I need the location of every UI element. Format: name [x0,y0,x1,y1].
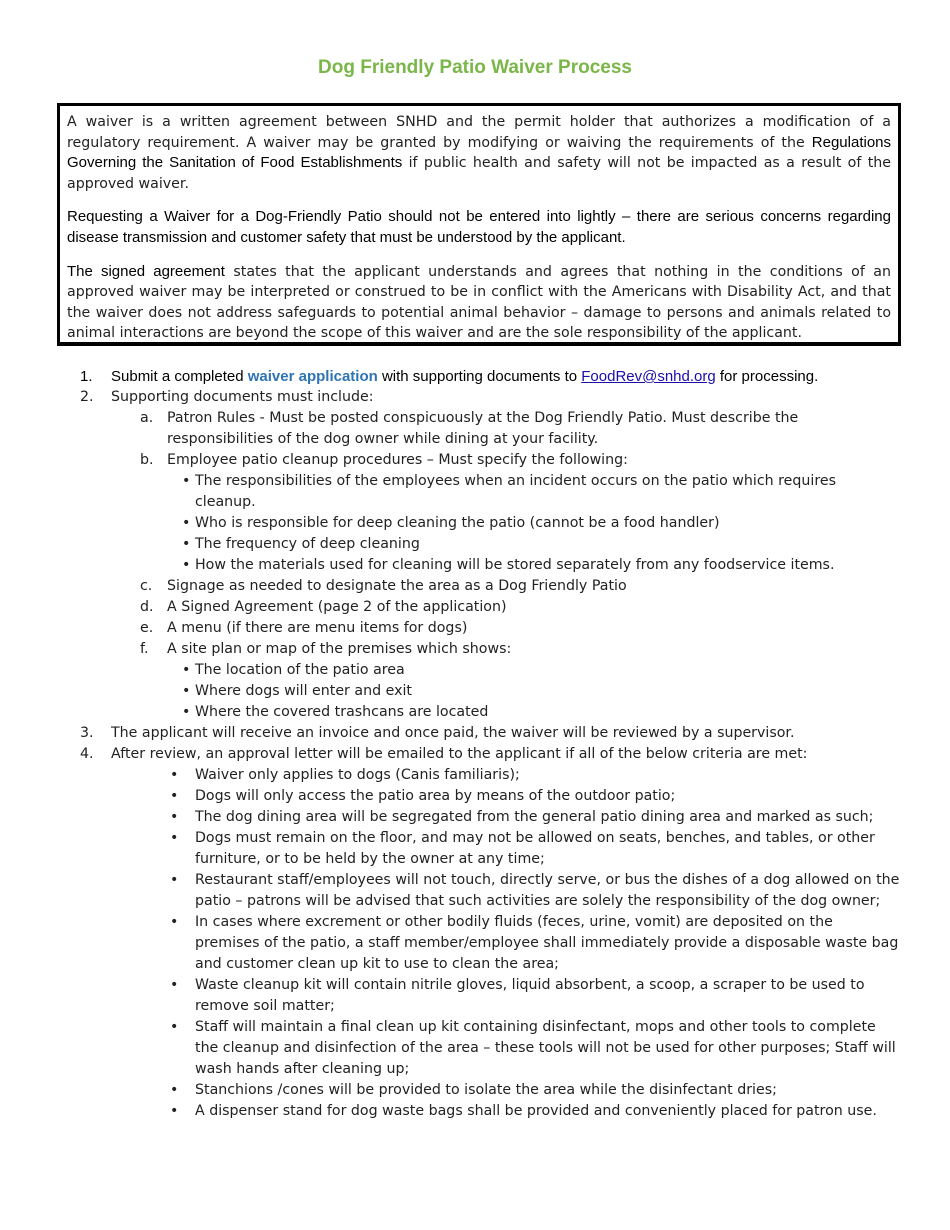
bullet-text: Who is responsible for deep cleaning the patio (cannot be a food handler) [195,515,720,531]
criteria-text: In cases where excrement or other bodily fluids (feces, urine, vomit) are deposited on the premises of the patio, a staff member/employee shall immediately provide a disposable waste bag and customer clean up kit to use to clean the area; [195,914,899,972]
page-title: Dog Friendly Patio Waiver Process [318,57,632,78]
regulation-title: Regulations Governing the Sanitation of Food Establishments [67,133,891,172]
sub-item-text: A Signed Agreement (page 2 of the application) [167,599,507,615]
bullet-icon: • [182,557,191,573]
info-definition-tail: if public health and safety will not be impacted as a result of the approved waiver. [67,155,891,192]
criteria-item [80,807,900,828]
sub-item-f [80,639,900,660]
sub-item-text: A site plan or map of the premises which shows: [167,641,512,657]
step-1-text: Submit a completed [111,368,248,385]
bullet-item [80,471,900,513]
step-2-text: Supporting documents must include: [111,389,374,405]
criteria-item [80,975,900,1017]
sub-item-e [80,618,900,639]
process-steps [80,366,900,1122]
step-1-tail: for processing. [715,368,819,385]
bullet-icon: • [182,683,191,699]
step-number: 4. [80,746,94,762]
bullet-icon: • [170,1103,179,1119]
criteria-item [80,786,900,807]
bullet-item [80,555,900,576]
info-definition-text: A waiver is a written agreement between SNHD and the permit holder that authorizes a modification of a regulatory requirement. A waiver may be granted by modifying or waiving the requirements of the [67,114,891,151]
bullet-text: The responsibilities of the employees when an incident occurs on the patio which requires cleanup. [195,473,836,510]
bullet-icon: • [182,704,191,720]
criteria-text: Stanchions /cones will be provided to isolate the area while the disinfectant dries; [195,1082,777,1098]
criteria-text: Waste cleanup kit will contain nitrile gloves, liquid absorbent, a scoop, a scraper to be used to remove soil matter; [195,977,865,1014]
sub-item-d [80,597,900,618]
bullet-icon: • [170,872,179,888]
bullet-icon: • [170,809,179,825]
sub-item-letter: a. [140,410,154,426]
bullet-icon: • [170,830,179,846]
sub-item-text: Signage as needed to designate the area as a Dog Friendly Patio [167,578,627,594]
bullet-icon: • [170,1019,179,1035]
bullet-text: Where the covered trashcans are located [195,704,489,720]
sub-item-letter: b. [140,452,154,468]
bullet-icon: • [170,767,179,783]
step-4 [80,744,900,765]
criteria-text: Dogs will only access the patio area by means of the outdoor patio; [195,788,676,804]
bullet-item [80,660,900,681]
bullet-icon: • [170,914,179,930]
criteria-item [80,870,900,912]
info-paragraph-warning: Requesting a Waiver for a Dog-Friendly Patio should not be entered into lightly – there are serious concerns regarding disease transmission and customer safety that must be understood by the applicant. [67,208,891,246]
step-1-middle: with supporting documents to [377,368,582,385]
step-number: 1. [80,368,93,385]
sub-item-letter: c. [140,578,153,594]
step-4-text: After review, an approval letter will be emailed to the applicant if all of the below criteria are met: [111,746,808,762]
criteria-item [80,828,900,870]
waiver-application-link[interactable]: waiver application [247,368,378,385]
info-paragraph-agreement [67,262,891,344]
criteria-text: The dog dining area will be segregated from the general patio dining area and marked as such; [195,809,874,825]
bullet-item [80,681,900,702]
signed-agreement-label: The signed agreement [67,262,225,280]
waiver-info-box [57,103,901,346]
criteria-text: Restaurant staff/employees will not touch, directly serve, or bus the dishes of a dog allowed on the patio – patrons will be advised that such activities are solely the responsibility of the dog owner; [195,872,900,909]
bullet-item [80,534,900,555]
step-1 [80,366,900,387]
step-number: 3. [80,725,94,741]
foodrev-email-link[interactable]: FoodRev@snhd.org [581,368,716,385]
sub-item-letter: d. [140,599,154,615]
agreement-text: states that the applicant understands and agrees that nothing in the conditions of an approved waiver may be interpreted or construed to be in conflict with the Americans with Disability Act, and that the waiver does not address safeguards to potential animal behavior – damage to persons and animals related to animal interactions are beyond the scope of this waiver and are the sole responsibility of the applicant. [67,263,891,342]
criteria-item [80,1080,900,1101]
criteria-item [80,912,900,975]
bullet-text: Where dogs will enter and exit [195,683,412,699]
bullet-item [80,702,900,723]
bullet-icon: • [170,977,179,993]
criteria-item [80,1017,900,1080]
criteria-item [80,1101,900,1122]
bullet-icon: • [182,662,191,678]
criteria-item [80,765,900,786]
sub-item-letter: e. [140,620,154,636]
sub-item-text: A menu (if there are menu items for dogs) [167,620,468,636]
criteria-text: Staff will maintain a final clean up kit containing disinfectant, mops and other tools to complete the cleanup and disinfection of the area – these tools will not be used for other purposes; Staff will wash hands after cleaning up; [195,1019,896,1077]
criteria-text: Dogs must remain on the floor, and may not be allowed on seats, benches, and tables, or other furniture, or to be held by the owner at any time; [195,830,875,867]
info-paragraph-definition [67,112,891,194]
bullet-icon: • [182,515,191,531]
sub-item-letter: f. [140,641,149,657]
bullet-text: How the materials used for cleaning will be stored separately from any foodservice items. [195,557,835,573]
criteria-text: Waiver only applies to dogs (Canis familiaris); [195,767,520,783]
bullet-icon: • [170,788,179,804]
bullet-icon: • [182,536,191,552]
step-number: 2. [80,389,94,405]
bullet-icon: • [170,1082,179,1098]
sub-item-text: Patron Rules - Must be posted conspicuously at the Dog Friendly Patio. Must describe the responsibilities of the dog owner while dining at your facility. [167,410,799,447]
sub-item-a [80,408,900,450]
criteria-text: A dispenser stand for dog waste bags shall be provided and conveniently placed for patron use. [195,1103,877,1119]
bullet-text: The frequency of deep cleaning [195,536,420,552]
sub-item-c [80,576,900,597]
sub-item-b [80,450,900,471]
step-3-text: The applicant will receive an invoice and once paid, the waiver will be reviewed by a supervisor. [111,725,795,741]
bullet-text: The location of the patio area [195,662,405,678]
bullet-icon: • [182,473,191,489]
sub-item-text: Employee patio cleanup procedures – Must specify the following: [167,452,628,468]
step-3 [80,723,900,744]
bullet-item [80,513,900,534]
step-2 [80,387,900,408]
